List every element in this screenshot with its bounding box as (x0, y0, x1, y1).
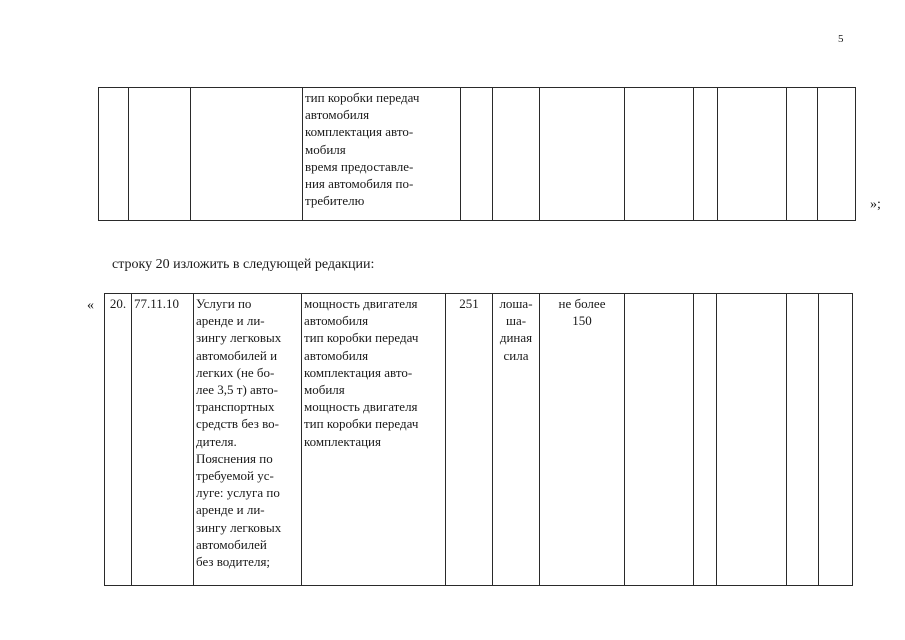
table-row (99, 88, 856, 221)
opening-quote: « (87, 298, 94, 313)
characteristics-text: тип коробки передач автомобиля комплектация авто- мобиля время предоставле- ния автомобиля по- требителю (305, 90, 420, 209)
characteristics-cell (302, 294, 446, 586)
table-cell (191, 88, 303, 221)
unit-code: 251 (459, 296, 479, 311)
table-cell (129, 88, 191, 221)
top-table (98, 87, 856, 221)
service-cell (194, 294, 302, 586)
unit-code-cell (446, 294, 493, 586)
value-text: не более 150 (558, 296, 606, 329)
table-cell (819, 294, 853, 586)
table-cell (625, 88, 694, 221)
unit-name: лоша- ша- диная сила (499, 296, 533, 363)
row-number-cell (105, 294, 132, 586)
table-cell (818, 88, 856, 221)
table-cell (694, 294, 717, 586)
table-cell (461, 88, 493, 221)
table-cell (493, 88, 540, 221)
bottom-table (104, 293, 853, 586)
table-cell (694, 88, 718, 221)
unit-name-cell (493, 294, 540, 586)
table-cell (787, 294, 819, 586)
service-description: Услуги по аренде и ли- зингу легковых автомобилей и легких (не бо- лее 3,5 т) авто- транспортных средств без во- дителя. Пояснения по требуемой ус- луге: услуга по аренде и ли- зингу легковых автомобилей без водителя; (196, 296, 282, 570)
table-cell (625, 294, 694, 586)
table-cell (717, 294, 787, 586)
table-cell (718, 88, 787, 221)
row-number: 20. (109, 296, 127, 311)
code-cell (132, 294, 194, 586)
closing-quote: »; (870, 197, 881, 212)
table-cell (99, 88, 129, 221)
value-cell (540, 294, 625, 586)
table-cell (787, 88, 818, 221)
okpd-code: 77.11.10 (134, 296, 180, 311)
table-row (105, 294, 853, 586)
table-cell (540, 88, 625, 221)
characteristics-text: мощность двигателя автомобиля тип коробки передач автомобиля комплектация авто- мобиля мощность двигателя тип коробки передач комплектация (304, 296, 419, 449)
characteristics-cell (303, 88, 461, 221)
page-number: 5 (838, 33, 844, 45)
instruction-text: строку 20 изложить в следующей редакции: (112, 257, 375, 272)
